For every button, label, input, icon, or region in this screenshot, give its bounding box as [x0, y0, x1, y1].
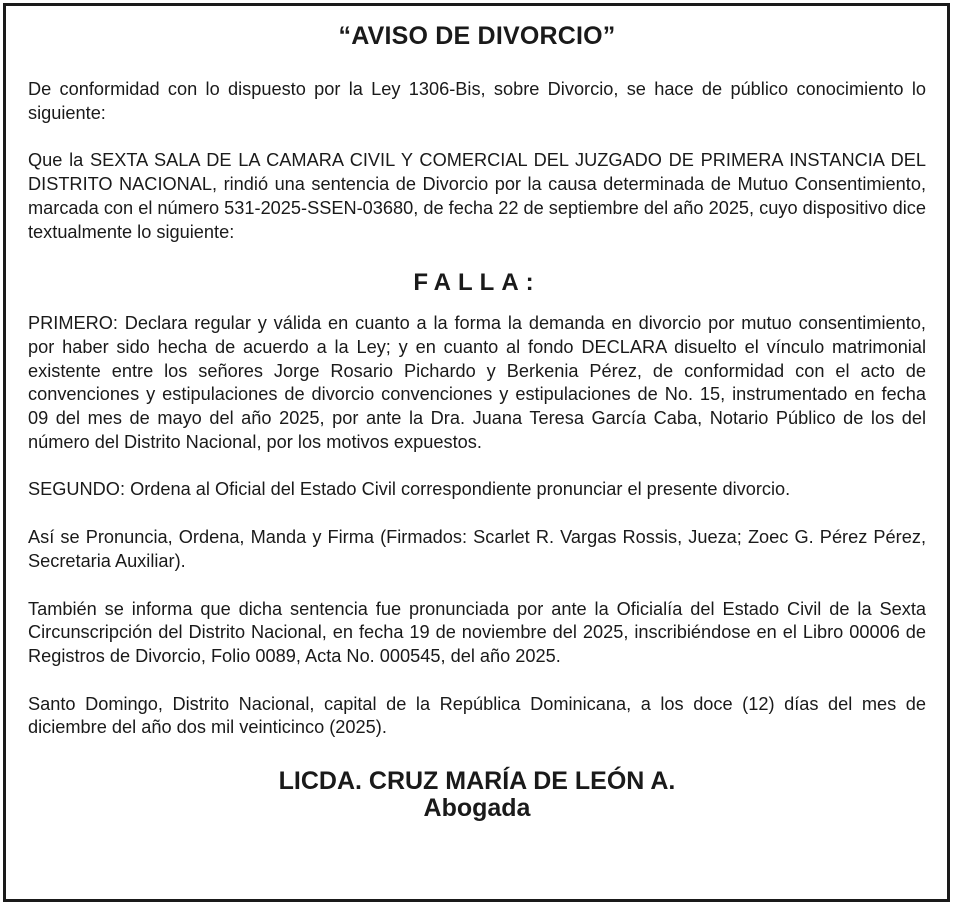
signature-block — [28, 768, 926, 822]
notice-frame — [3, 3, 950, 902]
signer-title: Abogada — [423, 794, 531, 823]
primero-paragraph: PRIMERO: Declara regular y válida en cuanto a la forma la demanda en divorcio por mutuo consentimiento, por haber sido hecha de acuerdo a la Ley; y en cuanto al fondo DECLARA disuelto el vínculo matrimonial existente entre los señores Jorge Rosario Pichardo y Berkenia Pérez, de conformidad con el acto de convenciones y estipulaciones de divorcio convenciones y estipulaciones de No. 15, instrumentado en fecha 09 del mes de mayo del año 2025, por ante la Dra. Juana Teresa García Caba, Notario Público de los del número del Distrito Nacional, por los motivos expuestos. — [28, 313, 926, 452]
notice-content — [28, 6, 926, 822]
notice-title: “AVISO DE DIVORCIO” — [338, 22, 616, 50]
signer-name: LICDA. CRUZ MARÍA DE LEÓN A. — [278, 767, 676, 796]
intro-paragraph: De conformidad con lo dispuesto por la Ley 1306-Bis, sobre Divorcio, se hace de público conocimiento lo siguiente: — [28, 79, 926, 123]
case-paragraph: Que la SEXTA SALA DE LA CAMARA CIVIL Y COMERCIAL DEL JUZGADO DE PRIMERA INSTANCIA DEL DISTRITO NACIONAL, rindió una sentencia de Divorcio por la causa determinada de Mutuo Consentimiento, marcada con el número 531-2025-SSEN-03680, de fecha 22 de septiembre del año 2025, cuyo dispositivo dice textualmente lo siguiente: — [28, 150, 926, 242]
place-date-paragraph: Santo Domingo, Distrito Nacional, capital de la República Dominicana, a los doce (12) días del mes de diciembre del año dos mil veinticinco (2025). — [28, 693, 926, 738]
falla-heading: FALLA: — [413, 269, 541, 297]
segundo-paragraph: SEGUNDO: Ordena al Oficial del Estado Civil correspondiente pronunciar el presente divorcio. — [28, 479, 791, 500]
firma-paragraph: Así se Pronuncia, Ordena, Manda y Firma (Firmados: Scarlet R. Vargas Rossis, Jueza; Zoec G. Pérez Pérez, Secretaria Auxiliar). — [28, 527, 926, 571]
registro-paragraph: También se informa que dicha sentencia fue pronunciada por ante la Oficialía del Estado Civil de la Sexta Circunscripción del Distrito Nacional, en fecha 19 de noviembre del 2025, inscribiéndose en el Libro 00006 de Registros de Divorcio, Folio 0089, Acta No. 000545, del año 2025. — [28, 598, 926, 666]
